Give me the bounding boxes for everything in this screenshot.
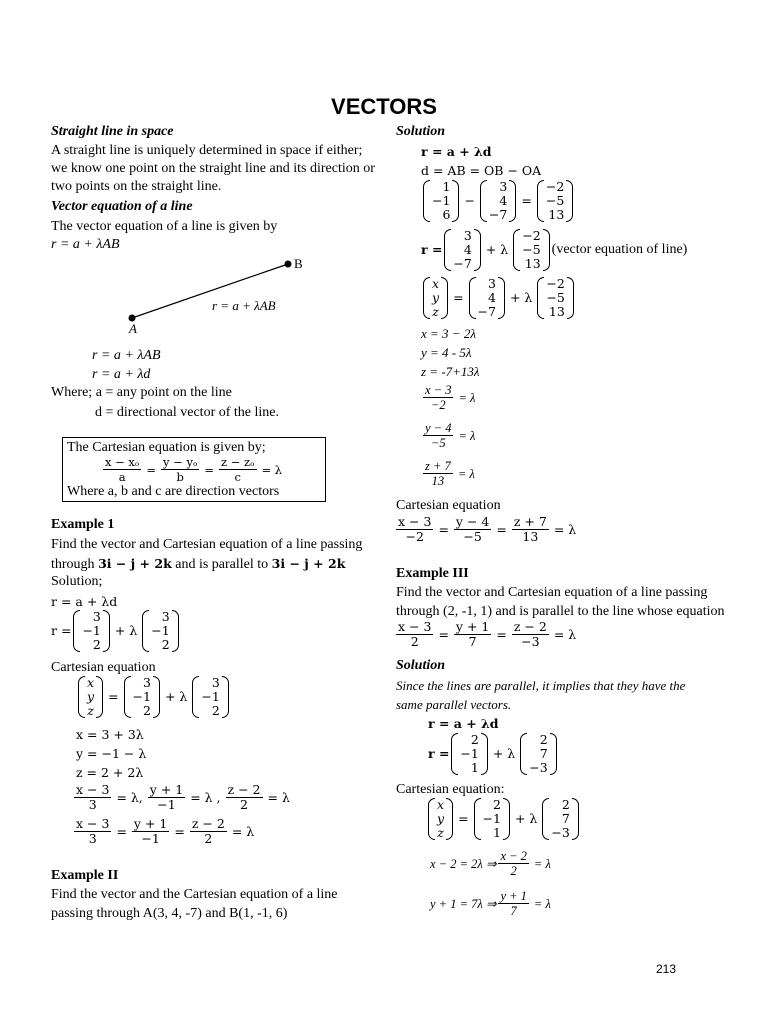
example-1-x: x = 3 + 3λ xyxy=(76,727,144,742)
heading-straight-line: Straight line in space xyxy=(51,124,174,139)
example-3-equation: $\frac{x - 3}{2}$ = $\frac{y + 1}{7}$ = $\frac{z - 2}{-3}$ = λ xyxy=(398,619,577,649)
example-1-vector-eq: r = 3 −1 2 + λ 3 −1 2 xyxy=(51,610,181,652)
example-3-cartesian-label: Cartesian equation: xyxy=(396,782,505,797)
cartesian-box-title: The Cartesian equation is given by; xyxy=(67,440,266,455)
line-diagram xyxy=(120,252,320,342)
example-2-heading: Example II xyxy=(51,868,119,883)
example-1-cartesian-label: Cartesian equation xyxy=(51,660,156,675)
solution-vector-difference: 1 −1 6 − 3 4 −7 = −2 −5 13 xyxy=(421,180,575,222)
intro-line-1: A straight line is uniquely determined in space if either; xyxy=(51,143,363,158)
fraction-y: $\frac{y - 4}{-5}$ = λ xyxy=(425,421,476,450)
example-3-text-2: through (2, -1, 1) and is parallel to the line whose equation xyxy=(396,604,725,619)
solution-xyz-equation: x y z = 3 4 −7 + λ −2 −5 13 xyxy=(421,277,576,319)
vector-equation-text: The vector equation of a line is given by xyxy=(51,219,278,234)
solution-eq-r: r = a + λd xyxy=(421,144,492,159)
intro-line-3: two points on the straight line. xyxy=(51,179,222,194)
param-y: y = 4 - 5λ xyxy=(421,345,472,360)
solution-vector-equation: r = 3 4 −7 + λ −2 −5 13 (vector equation of line) xyxy=(421,228,688,271)
example-1-z: z = 2 + 2λ xyxy=(76,765,144,780)
example-1-xyz-eq: x y z = 3 −1 2 + λ 3 −1 2 xyxy=(76,676,231,718)
page-number: 213 xyxy=(656,962,677,976)
example-3-solution-heading: Solution xyxy=(396,658,446,673)
point-b xyxy=(285,261,292,268)
fraction-x: $\frac{x - 3}{-2}$ = λ xyxy=(425,383,476,412)
example-3-x-line: x − 2 = 2λ ⇒ $\frac{x - 2}{2}$ = λ xyxy=(430,849,551,878)
example-1-solution-label: Solution; xyxy=(51,574,103,589)
example-2-text-2: passing through A(3, 4, -7) and B(1, -1, 6) xyxy=(51,906,288,921)
param-z: z = -7+13λ xyxy=(421,364,480,379)
equation-r-ab: r = a + λAB xyxy=(51,237,120,252)
label-a: A xyxy=(129,321,137,336)
example-1-fractions-b: $\frac{x - 3}{3}$ = $\frac{y + 1}{-1}$ = $\frac{z - 2}{2}$ = λ xyxy=(76,816,255,846)
equation-r-ab-2: r = a + λAB xyxy=(92,348,161,363)
example-1-eq-r: r = a + λd xyxy=(51,594,118,609)
example-2-text-1: Find the vector and the Cartesian equation of a line xyxy=(51,887,338,902)
example-3-eq-r: r = a + λd xyxy=(428,716,499,731)
example-3-y-line: y + 1 = 7λ ⇒ $\frac{y + 1}{7}$ = λ xyxy=(430,889,551,918)
example-3-xyz-eq: x y z = 2 −1 1 + λ 2 7 −3 xyxy=(426,798,581,840)
cartesian-equation-label: Cartesian equation xyxy=(396,498,501,513)
solution-eq-d: d = AB = OB − OA xyxy=(421,163,542,178)
cartesian-general-equation: $\frac{\text{x − xₒ}}{a}$ = $\frac{\text{y − yₒ}}{b}$ = $\frac{\text{z − zₒ}}{c}$ = λ xyxy=(105,455,283,484)
example-3-heading: Example III xyxy=(396,566,469,581)
cartesian-equation: $\frac{x - 3}{-2}$ = $\frac{y - 4}{-5}$ = $\frac{z + 7}{13}$ = λ xyxy=(398,514,577,544)
cartesian-box xyxy=(62,437,326,502)
equation-r-d: r = a + λd xyxy=(92,367,151,382)
fraction-z: $\frac{z + 7}{13}$ = λ xyxy=(425,459,475,488)
example-1-text-2: through 3i − j + 2k and is parallel to 3i − j + 2k xyxy=(51,556,346,572)
intro-line-2: we know one point on the straight line and its direction or xyxy=(51,161,375,176)
param-x: x = 3 − 2λ xyxy=(421,326,476,341)
example-3-note-1: Since the lines are parallel, it implies that they have the xyxy=(396,678,686,693)
label-b: B xyxy=(294,256,303,271)
page-title: VECTORS xyxy=(331,94,437,119)
line-label: r = a + λAB xyxy=(212,298,276,313)
solution-heading: Solution xyxy=(396,124,446,139)
where-a: Where; a = any point on the line xyxy=(51,385,232,400)
example-3-text-1: Find the vector and Cartesian equation of a line passing xyxy=(396,585,708,600)
example-3-note-2: same parallel vectors. xyxy=(396,697,512,712)
example-1-heading: Example 1 xyxy=(51,517,115,532)
where-d: d = directional vector of the line. xyxy=(95,405,279,420)
cartesian-box-note: Where a, b and c are direction vectors xyxy=(67,484,280,499)
example-3-vector-eq: r = 2 −1 1 + λ 2 7 −3 xyxy=(428,733,559,775)
example-1-y: y = −1 − λ xyxy=(76,746,147,761)
example-1-text-1: Find the vector and Cartesian equation of a line passing xyxy=(51,537,363,552)
heading-vector-equation: Vector equation of a line xyxy=(51,199,193,214)
example-1-fractions-a: $\frac{x - 3}{3}$ = λ, $\frac{y + 1}{-1}$ = λ , $\frac{z - 2}{2}$ = λ xyxy=(76,782,290,812)
